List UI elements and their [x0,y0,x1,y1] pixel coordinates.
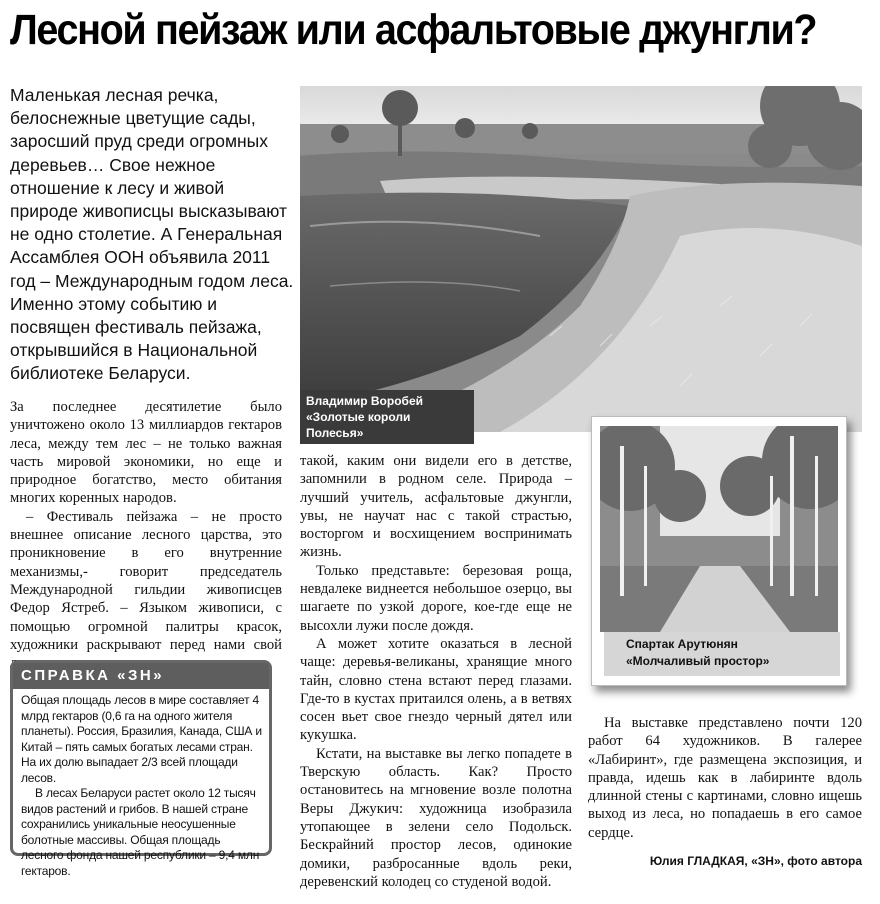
article-headline: Лесной пейзаж или асфальтовые джунгли? [10,6,817,54]
col1-paragraph: За последнее десятилетие было уничтожено около 13 миллиардов гектаров леса, между тем лес – не только важная часть мировой экономики, но еще и природное богатство, место обитания многих коренных народов. [10,399,282,507]
photo1-caption [300,390,474,444]
sidebar-title: СПРАВКА «ЗН» [13,663,269,689]
photo1-author: Владимир Воробей [306,394,423,408]
photo-birch-road [600,426,838,632]
river-landscape-image [300,86,862,432]
photo2-caption [604,632,840,676]
sidebar-paragraph: Общая площадь лесов в мире составляет 4 млрд гектаров (0,6 га на одного жителя планеты). Россия, Бразилия, Канада, США и Китай – пять самых богатых лесами стран. На их долю выпадает 2/3 всей площади лесов. [21,693,262,785]
col3-paragraph: На выставке представлено почти 120 работ 64 художников. В галерее «Лабиринт», где размещена экспозиция, и правда, идешь как в лабиринте вдоль длинной стены с картинами, словно ищешь выход из леса, но попадаешь в его самое сердце. [588,715,862,841]
reference-sidebar [10,660,272,878]
col2-paragraph: Кстати, на выставке вы легко попадете в Тверскую область. Как? Просто остановитесь на мгновение возле полотна Веры Джукич: художница изобразила утопающее в зелени село Подольск. Бескрайний простор лесов, одинокие домики, разбросанные вдоль реки, деревенский колодец со студеной водой. [300,745,572,890]
col2-paragraph: такой, каким они видели его в детстве, запомнили в родном селе. Природа – лучший учитель, асфальтовые джунгли, увы, не научат нас с такой страстью, восторгом и восхищением воспринимать жизнь. [300,453,572,561]
photo2-title: «Молчаливый простор» [626,654,770,668]
photo1-title: «Золотые короли Полесья» [306,410,411,440]
body-column-3 [588,714,862,842]
col1-paragraph: – Фестиваль пейзажа – не просто внешнее описание лесного царства, это проникновение в его внутренние механизмы,- говорит председатель Международной гильдии живописцев Федор Ястреб. – Языком живописи, с помощью огромной палитры красок, художники раскрывают перед нами свой [10,508,282,653]
birch-road-image [600,426,838,632]
body-column-2 [300,452,572,891]
sidebar-paragraph: В лесах Беларуси растет около 12 тысяч видов растений и грибов. В нашей стране сохранились уникальные неосушенные болотные массивы. Общая площадь лесного фонда нашей республики – 9,4 млн гектаров. [21,786,260,878]
col2-paragraph: Только представьте: березовая роща, невдалеке виднеется небольшое озерцо, вы шагаете по узкой дороге, кое-где еще не высохли лужи после дождя. [300,562,572,634]
col2-paragraph: А может хотите оказаться в лесной чаще: деревья-великаны, хранящие много тайн, словно стена встают перед глазами. Где-то в кустах притаился олень, а в ветвях сосен вьет свое гнездо черный дятел или кукушка. [300,635,572,744]
article-lead: Маленькая лесная речка, белоснежные цветущие сады, заросший пруд среди огромных деревьев… Свое нежное отношение к лесу и живой природе живописцы высказывают не одно столетие. А Генеральная Ассамблея ООН объявила 2011 год – Международным годом леса. Именно этому событию и посвящен фестиваль пейзажа, открывшийся в Национальной библиотеке Беларуси. [10,85,294,384]
body-column-1 [10,398,282,672]
sidebar-text [21,693,265,879]
photo2-author: Спартак Арутюнян [626,637,738,651]
article-byline: Юлия ГЛАДКАЯ, «ЗН», фото автора [649,854,862,868]
photo-river-landscape [300,86,862,432]
